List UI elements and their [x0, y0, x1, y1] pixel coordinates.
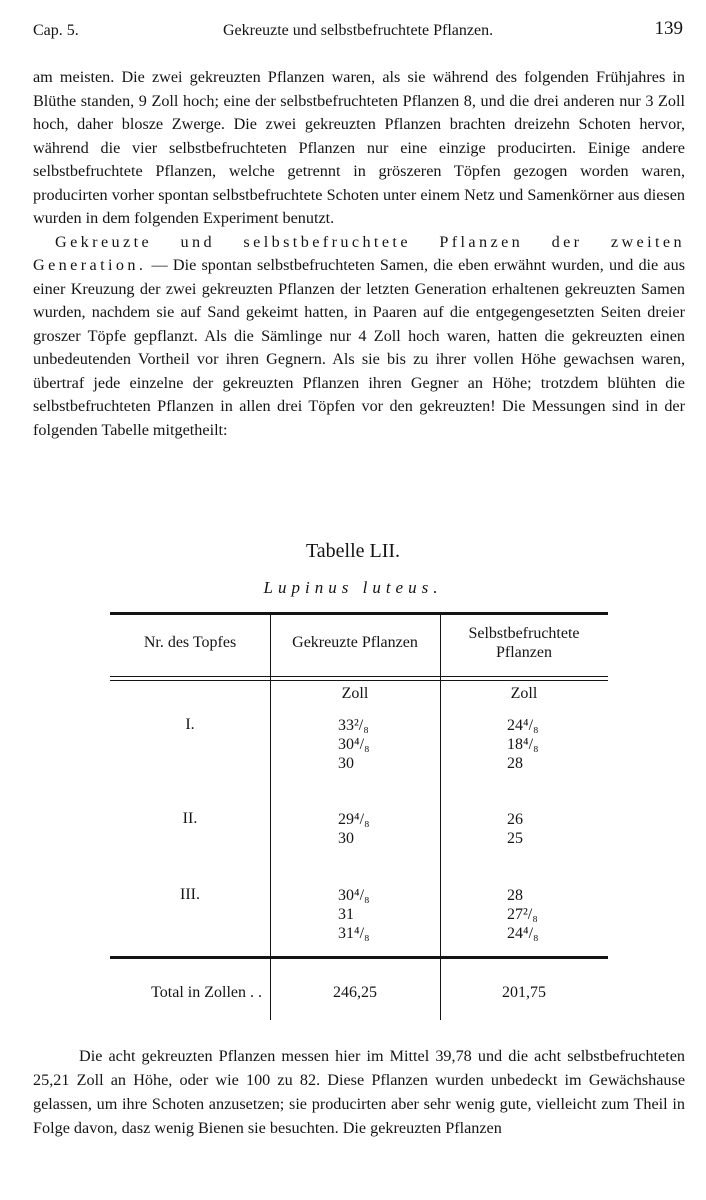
value-cell: 31: [338, 906, 354, 923]
running-title: Gekreuzte und selbstbefruchtete Pflanzen.: [223, 22, 494, 39]
value-cell: 24⁴/₈: [507, 717, 539, 734]
closing-paragraph: Die acht gekreuzten Pflanzen messen hier im Mittel 39,78 und die acht selbstbefruchteten 25,21 Zoll an Höhe, oder wie 100 zu 82. Diese Pflanzen wurden unbedeckt im Gewächshause gelassen, um ihre Schoten anzusetzen; sie producirten aber sehr wenig gute, vielleicht zum Theil in Folge davon, dasz wenig Bienen sie besuchten. Die gekreuzten Pflanzen: [33, 1047, 685, 1137]
column-divider-2: [440, 615, 441, 1020]
table-title: Tabelle LII.: [305, 540, 401, 562]
pot-1-crossed: [338, 716, 370, 773]
paragraph-1-text: am meisten. Die zwei gekreuzten Pflanzen waren, als sie während des folgenden Frühjahres in Blüthe standen, 9 Zoll hoch; eine der selbstbefruchteten Pflanzen 8, und die drei anderen nur 3 Zoll hoch, daher blosze Zwerge. Die zwei gekreuzten Pflanzen brachten dreizehn Schoten hervor, während die vier selbstbefruchteten Pflanzen nur eine einzige producirten. Einige andere selbstbefruchtete Pflanzen, welche getrennt in gröszeren Töpfen gezogen worden waren, producirten vorher spontan selbstbefruchtete Schoten unter einem Netz und Samenkörner aus diesen wurden in dem folgenden Experiment benutzt.: [33, 68, 685, 227]
value-cell: 30⁴/₈: [338, 887, 370, 904]
measurement-table: [110, 612, 608, 1020]
value-cell: 18⁴/₈: [507, 736, 539, 753]
total-rule: [110, 956, 608, 959]
value-cell: 29⁴/₈: [338, 811, 370, 828]
chapter-label: Cap. 5.: [33, 22, 79, 39]
value-cell: 33²/₈: [338, 717, 369, 734]
total-crossed: 246,25: [333, 984, 377, 1001]
page-number: 139: [654, 18, 683, 39]
value-cell: 30: [338, 830, 354, 847]
pot-3-crossed: [338, 886, 370, 943]
value-cell: 27²/₈: [507, 906, 538, 923]
column-divider-1: [270, 615, 271, 1020]
header-self-line2: Pflanzen: [496, 644, 552, 661]
pot-2-self: [507, 810, 523, 848]
section-heading: Gekreuzte und selbstbefruchtete Pflanzen der zweiten Generation.: [33, 232, 685, 274]
value-cell: 26: [507, 811, 523, 828]
value-cell: 25: [507, 830, 523, 847]
total-label: Total in Zollen . .: [151, 984, 262, 1001]
header-rule-2: [110, 680, 608, 681]
pot-label: I.: [185, 716, 195, 733]
pot-3-self: [507, 886, 539, 943]
paragraph-2-text: — Die spontan selbstbefruchteten Samen, die eben erwähnt wurden, und die aus einer Kreuzung der zwei gekreuzten Pflanzen der letzten Generation erhaltenen gekreuzten Samen wurden, nachdem sie auf Sand gekeimt hatten, in Paaren auf die entgegengesetzten Seiten dreier groszer Töpfe gepflanzt. Als die Sämlinge nur 4 Zoll hoch waren, hatten die gekreuzten einen unbedeutenden Vortheil vor ihren Gegnern. Als sie bis zu ihrer vollen Höhe gewachsen waren, übertraf jede einzelne der gekreuzten Pflanzen ihren Gegner an Höhe; trotzdem blühten die selbstbefruchteten Pflanzen in allen drei Töpfen vor den gekreuzten! Die Messungen sind in der folgenden Tabelle mitgetheilt:: [33, 256, 685, 439]
value-cell: 28: [507, 755, 523, 772]
value-cell: 30: [338, 755, 354, 772]
value-cell: 31⁴/₈: [338, 925, 370, 942]
table-subtitle: Lupinus luteus.: [263, 578, 443, 597]
value-cell: 30⁴/₈: [338, 736, 370, 753]
page-header: [33, 18, 683, 48]
table-top-rule: [110, 612, 608, 615]
header-pot: Nr. des Topfes: [143, 634, 237, 651]
value-cell: 24⁴/₈: [507, 925, 539, 942]
pot-label: II.: [182, 810, 198, 827]
pot-2-crossed: [338, 810, 370, 848]
total-self: 201,75: [502, 984, 546, 1001]
paragraph-1: [33, 66, 685, 231]
header-self: [440, 624, 608, 662]
header-crossed: Gekreuzte Pflanzen: [292, 634, 418, 651]
header-self-line1: Selbstbefruchtete: [468, 625, 580, 642]
value-cell: 28: [507, 887, 523, 904]
paragraph-2: [33, 231, 685, 443]
pot-1-self: [507, 716, 539, 773]
header-rule-1: [110, 676, 608, 677]
closing-text: [33, 1044, 685, 1140]
unit-self: Zoll: [510, 685, 538, 702]
body-text: [33, 66, 685, 442]
unit-crossed: Zoll: [341, 685, 369, 702]
pot-label: III.: [180, 886, 200, 903]
